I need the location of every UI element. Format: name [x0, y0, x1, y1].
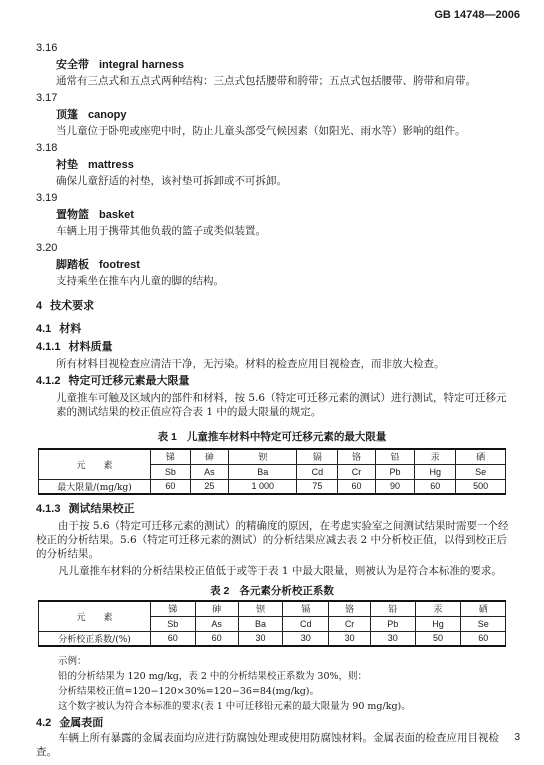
term-title: 安全带 integral harness — [56, 58, 184, 71]
table-cell: 25 — [190, 479, 228, 494]
table-cell: 60 — [151, 479, 191, 494]
element-symbol: Hg — [415, 464, 456, 479]
table-cell: 30 — [238, 631, 283, 646]
element-symbol: Cr — [329, 616, 371, 631]
element-symbol: Cd — [283, 616, 329, 631]
element-name: 镉 — [283, 601, 329, 616]
element-symbol: Se — [461, 616, 506, 631]
element-name: 钡 — [229, 449, 297, 464]
term-title: 衬垫 mattress — [56, 158, 134, 171]
element-name: 硒 — [456, 449, 506, 464]
element-symbol: As — [190, 464, 228, 479]
element-name: 砷 — [190, 449, 228, 464]
term-definition: 通常有三点式和五点式两种结构：三点式包括腰带和胯带；五点式包括腰带、胯带和肩带。 — [56, 75, 476, 87]
table-cell: 60 — [151, 631, 196, 646]
paragraph: 车辆上所有暴露的金属表面均应进行防腐蚀处理或使用防腐蚀材料。金属表面的检查应用目视检查。 — [36, 732, 499, 758]
element-symbol: As — [195, 616, 238, 631]
table-cell: 75 — [297, 479, 338, 494]
paragraph: 由于按 5.6（特定可迁移元素的测试）的精确度的原因，在考虑实验室之间测试结果时需要一个经校正的分析结果。5.6（特定可迁移元素的测试）的分析结果应减去表 2 中分析校正值，以得到校正后的分析结果。 — [36, 520, 509, 560]
table2-caption: 表 2 各元素分析校正系数 — [210, 585, 334, 597]
element-name: 汞 — [415, 601, 461, 616]
clause-number: 3.17 — [36, 92, 58, 104]
row-label: 分析校正系数/(%) — [39, 631, 151, 646]
element-symbol: Sb — [151, 464, 191, 479]
example-line: 分析结果校正值=120−120×30%=120−36=84(mg/kg)。 — [58, 686, 319, 697]
table-cell: 30 — [370, 631, 415, 646]
table-cell: 60 — [338, 479, 375, 494]
section-heading: 4.1 材料 — [36, 323, 82, 335]
element-symbol: Se — [456, 464, 506, 479]
standard-number: GB 14748—2006 — [434, 9, 520, 21]
section-heading: 4 技术要求 — [36, 300, 95, 312]
table2 — [38, 600, 506, 647]
element-name: 硒 — [461, 601, 506, 616]
element-symbol: Pb — [375, 464, 415, 479]
example-line: 铅的分析结果为 120 mg/kg，表 2 中的分析结果校正系数为 30%，则： — [58, 671, 368, 682]
paragraph: 凡儿童推车材料的分析结果校正值低于或等于表 1 中最大限量，则被认为是符合本标准的要求。 — [58, 565, 502, 577]
table-cell: 90 — [375, 479, 415, 494]
element-symbol: Cr — [338, 464, 375, 479]
element-name: 铬 — [338, 449, 375, 464]
page-number: 3 — [514, 732, 520, 743]
term-title: 置物篮 basket — [56, 208, 134, 221]
clause-number: 3.16 — [36, 42, 58, 54]
term-definition: 当儿童位于卧兜或座兜中时，防止儿童头部受气候因素（如阳光、雨水等）影响的组件。 — [56, 125, 466, 137]
clause-number: 3.18 — [36, 142, 58, 154]
term-definition: 确保儿童舒适的衬垫，该衬垫可拆卸或不可拆卸。 — [56, 175, 287, 187]
element-name: 铅 — [375, 449, 415, 464]
element-name: 锑 — [151, 449, 191, 464]
term-title: 脚踏板 footrest — [56, 258, 140, 271]
element-name: 汞 — [415, 449, 456, 464]
table1-caption: 表 1 儿童推车材料中特定可迁移元素的最大限量 — [157, 431, 387, 443]
section-heading: 4.1.2 特定可迁移元素最大限量 — [36, 375, 190, 387]
element-symbol: Hg — [415, 616, 461, 631]
row-label: 最大限量/(mg/kg) — [39, 479, 151, 494]
table-header-cell: 元 素 — [39, 601, 151, 631]
element-symbol: Pb — [370, 616, 415, 631]
clause-number: 3.20 — [36, 242, 58, 254]
example-title: 示例： — [58, 656, 87, 667]
term-definition: 车辆上用于携带其他负载的篮子或类似装置。 — [56, 225, 266, 237]
paragraph: 儿童推车可触及区域内的部件和材料，按 5.6（特定可迁移元素的测试）进行测试，特定可迁移元素的测试结果的校正值应符合表 1 中的最大限量的规定。 — [56, 392, 507, 418]
term-title: 顶篷 canopy — [56, 108, 127, 121]
element-name: 钡 — [238, 601, 283, 616]
element-symbol: Cd — [297, 464, 338, 479]
table-cell: 50 — [415, 631, 461, 646]
table-cell: 60 — [195, 631, 238, 646]
element-name: 铬 — [329, 601, 371, 616]
element-symbol: Sb — [151, 616, 196, 631]
example-line: 这个数字被认为符合本标准的要求(表 1 中可迁移铅元素的最大限量为 90 mg/kg)。 — [58, 701, 411, 712]
table-cell: 60 — [415, 479, 456, 494]
paragraph: 所有材料目视检查应清洁干净，无污染。材料的检查应用目视检查，而非放大检查。 — [56, 358, 445, 370]
table-cell: 60 — [461, 631, 506, 646]
term-definition: 支持乘坐在推车内儿童的脚的结构。 — [56, 275, 224, 287]
table-cell: 500 — [456, 479, 506, 494]
element-symbol: Ba — [229, 464, 297, 479]
section-heading: 4.1.1 材料质量 — [36, 341, 113, 353]
element-name: 砷 — [195, 601, 238, 616]
table1 — [38, 448, 506, 495]
section-heading: 4.1.3 测试结果校正 — [36, 503, 135, 515]
section-heading: 4.2 金属表面 — [36, 717, 104, 729]
element-name: 锑 — [151, 601, 196, 616]
table-cell: 30 — [329, 631, 371, 646]
element-name: 镉 — [297, 449, 338, 464]
table-cell: 1 000 — [229, 479, 297, 494]
element-symbol: Ba — [238, 616, 283, 631]
table-header-cell: 元 素 — [39, 449, 151, 479]
table-cell: 30 — [283, 631, 329, 646]
clause-number: 3.19 — [36, 192, 58, 204]
element-name: 铅 — [370, 601, 415, 616]
